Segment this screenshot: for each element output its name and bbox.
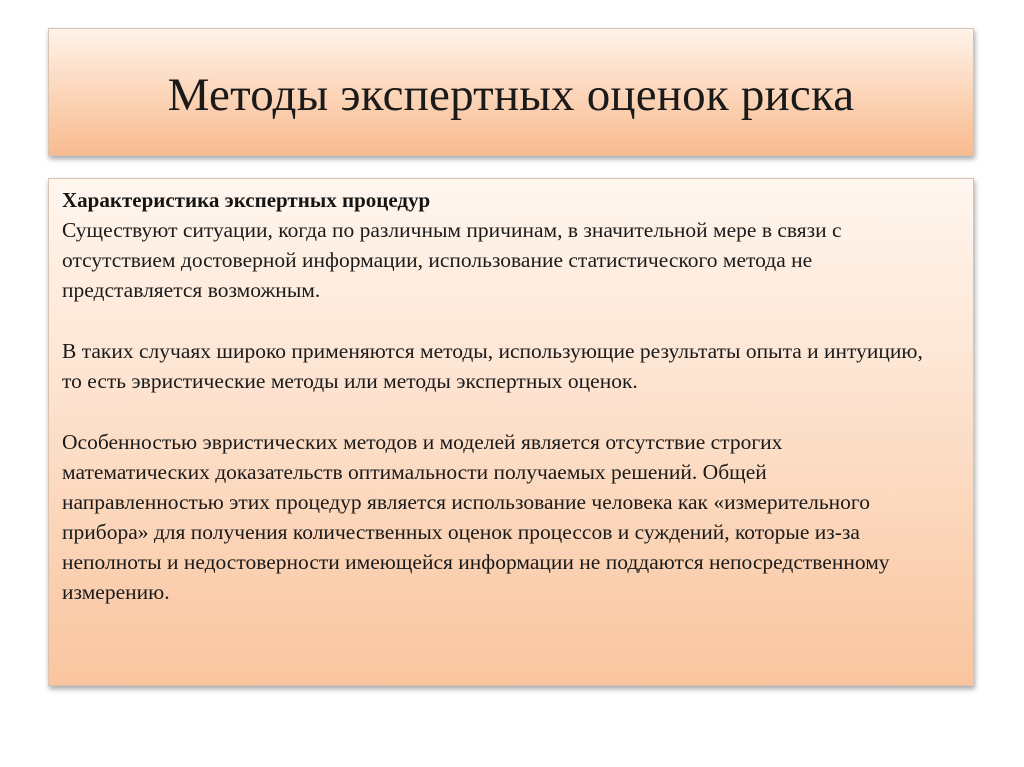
slide-title: Методы экспертных оценок риска xyxy=(167,69,855,121)
paragraph-1: Существуют ситуации, когда по различным причинам, в значительной мере в связи с отсутствием достоверной информации, использование статистического метода не представляется возможным. xyxy=(62,218,842,302)
paragraph-spacer xyxy=(62,396,933,427)
paragraph-2: В таких случаях широко применяются методы, использующие результаты опыта и интуицию, то есть эвристические методы или методы экспертных оценок. xyxy=(62,339,923,393)
content-box xyxy=(48,178,974,686)
paragraph-3: Особенностью эвристических методов и моделей является отсутствие строгих математических доказательств оптимальности получаемых решений. Общей направленностью этих процедур является использование человека как «измерительного прибора» для получения количественных оценок процессов и суждений, которые из-за неполноты и недостоверности имеющейся информации не поддаются непосредственному измерению. xyxy=(62,430,890,604)
content-heading: Характеристика экспертных процедур xyxy=(62,188,431,212)
paragraph-spacer xyxy=(62,305,933,336)
title-box xyxy=(48,28,974,156)
